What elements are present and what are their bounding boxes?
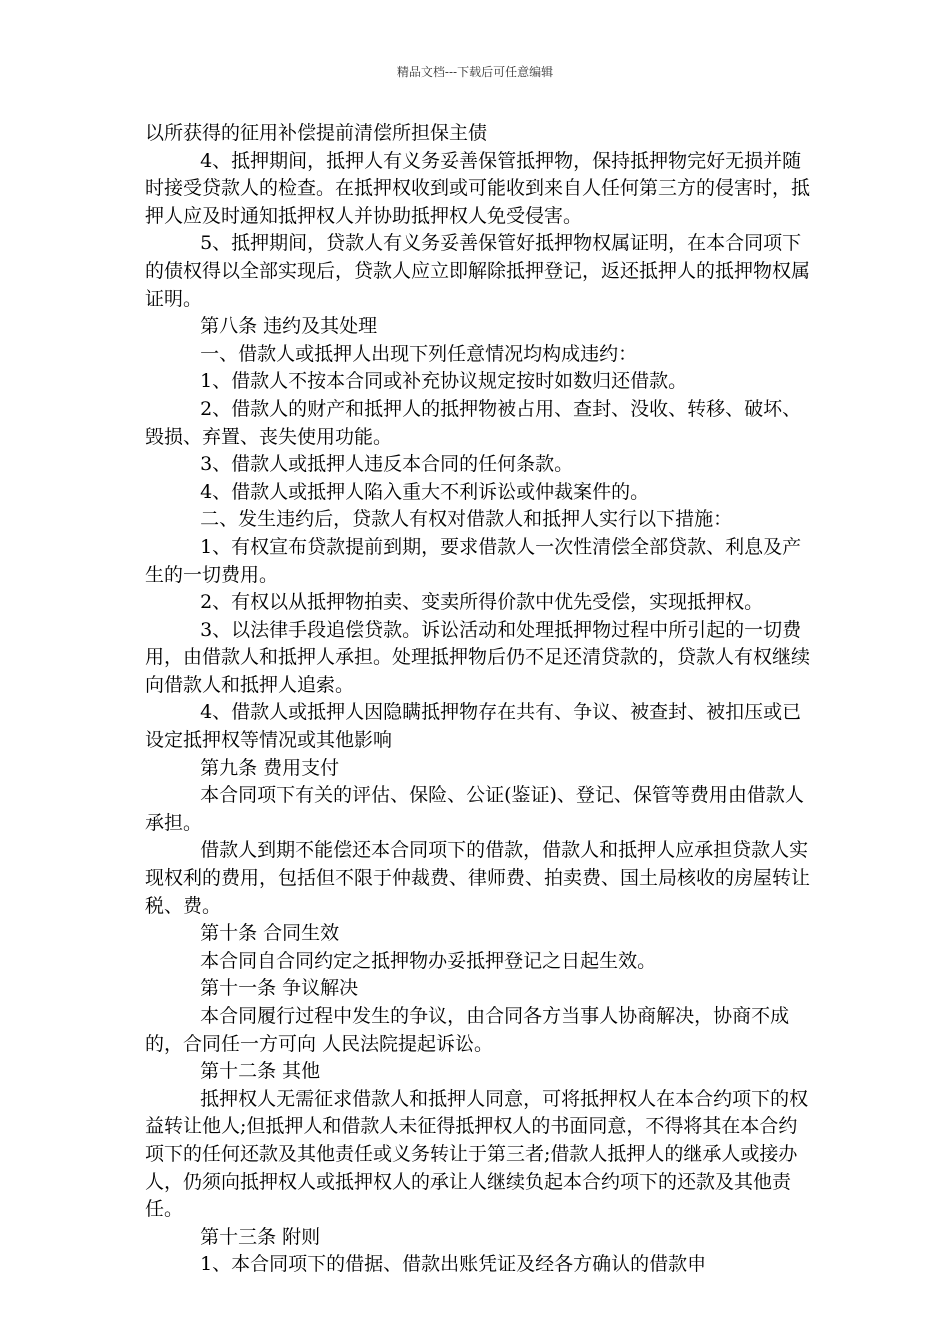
- paragraph: 4、抵押期间，抵押人有义务妥善保管抵押物，保持抵押物完好无损并随时接受贷款人的检查。在抵押权收到或可能收到来自人任何第三方的侵害时，抵押人应及时通知抵押权人并协助抵押权人免受侵害。: [145, 149, 811, 227]
- section-heading: 第十条 合同生效: [200, 922, 340, 945]
- section-heading: 第十二条 其他: [200, 1060, 321, 1083]
- paragraph: 1、本合同项下的借据、借款出账凭证及经各方确认的借款申: [200, 1253, 707, 1276]
- paragraph: 本合同自合同约定之抵押物办妥抵押登记之日起生效。: [200, 949, 657, 972]
- paragraph: 抵押权人无需征求借款人和抵押人同意，可将抵押权人在本合约项下的权益转让他人;但抵押人和借款人未征得抵押权人的书面同意，不得将其在本合约项下的任何还款及其他责任或义务转让于第三者;借款人抵押人的继承人或接办人，仍须向抵押权人或抵押权人的承让人继续负起本合约项下的还款及其他责任。: [145, 1087, 809, 1221]
- page-header: 精品文档---下载后可任意编辑: [396, 65, 554, 79]
- paragraph: 二、发生违约后，贷款人有权对借款人和抵押人实行以下措施：: [200, 508, 733, 531]
- section-heading: 第十一条 争议解决: [200, 977, 359, 1000]
- paragraph: 3、借款人或抵押人违反本合同的任何条款。: [200, 453, 574, 476]
- paragraph: 2、有权以从抵押物拍卖、变卖所得价款中优先受偿，实现抵押权。: [200, 591, 764, 614]
- paragraph: 5、抵押期间，贷款人有义务妥善保管好抵押物权属证明，在本合同项下的债权得以全部实现后，贷款人应立即解除抵押登记，返还抵押人的抵押物权属证明。: [145, 232, 811, 310]
- paragraph: 一、借款人或抵押人出现下列任意情况均构成违约：: [200, 342, 638, 365]
- paragraph: 4、借款人或抵押人因隐瞒抵押物存在共有、争议、被查封、被扣压或已设定抵押权等情况或其他影响: [145, 701, 802, 752]
- paragraph: 本合同履行过程中发生的争议，由合同各方当事人协商解决，协商不成的，合同任一方可向 人民法院提起诉讼。: [145, 1005, 790, 1055]
- paragraph: 本合同项下有关的评估、保险、公证(鉴证)、登记、保管等费用由借款人承担。: [145, 784, 804, 834]
- section-heading: 第八条 违约及其处理: [200, 315, 378, 338]
- paragraph: 以所获得的征用补偿提前清偿所担保主债: [145, 122, 488, 144]
- document-body: [145, 120, 815, 1279]
- paragraph: 1、借款人不按本合同或补充协议规定按时如数归还借款。: [200, 370, 688, 393]
- paragraph: 4、借款人或抵押人陷入重大不利诉讼或仲裁案件的。: [200, 480, 650, 503]
- paragraph: 1、有权宣布贷款提前到期，要求借款人一次性清偿全部贷款、利息及产生的一切费用。: [145, 535, 802, 586]
- paragraph: 借款人到期不能偿还本合同项下的借款，借款人和抵押人应承担贷款人实现权利的费用，包括但不限于仲裁费、律师费、拍卖费、国土局核收的房屋转让税、费。: [145, 839, 811, 917]
- paragraph: 3、以法律手段追偿贷款。诉讼活动和处理抵押物过程中所引起的一切费用，由借款人和抵押人承担。处理抵押物后仍不足还清贷款的，贷款人有权继续向借款人和抵押人追索。: [145, 618, 811, 696]
- section-heading: 第九条 费用支付: [200, 756, 340, 779]
- section-heading: 第十三条 附则: [200, 1225, 321, 1248]
- paragraph: 2、借款人的财产和抵押人的抵押物被占用、查封、没收、转移、破坏、毁损、弃置、丧失使用功能。: [145, 397, 802, 448]
